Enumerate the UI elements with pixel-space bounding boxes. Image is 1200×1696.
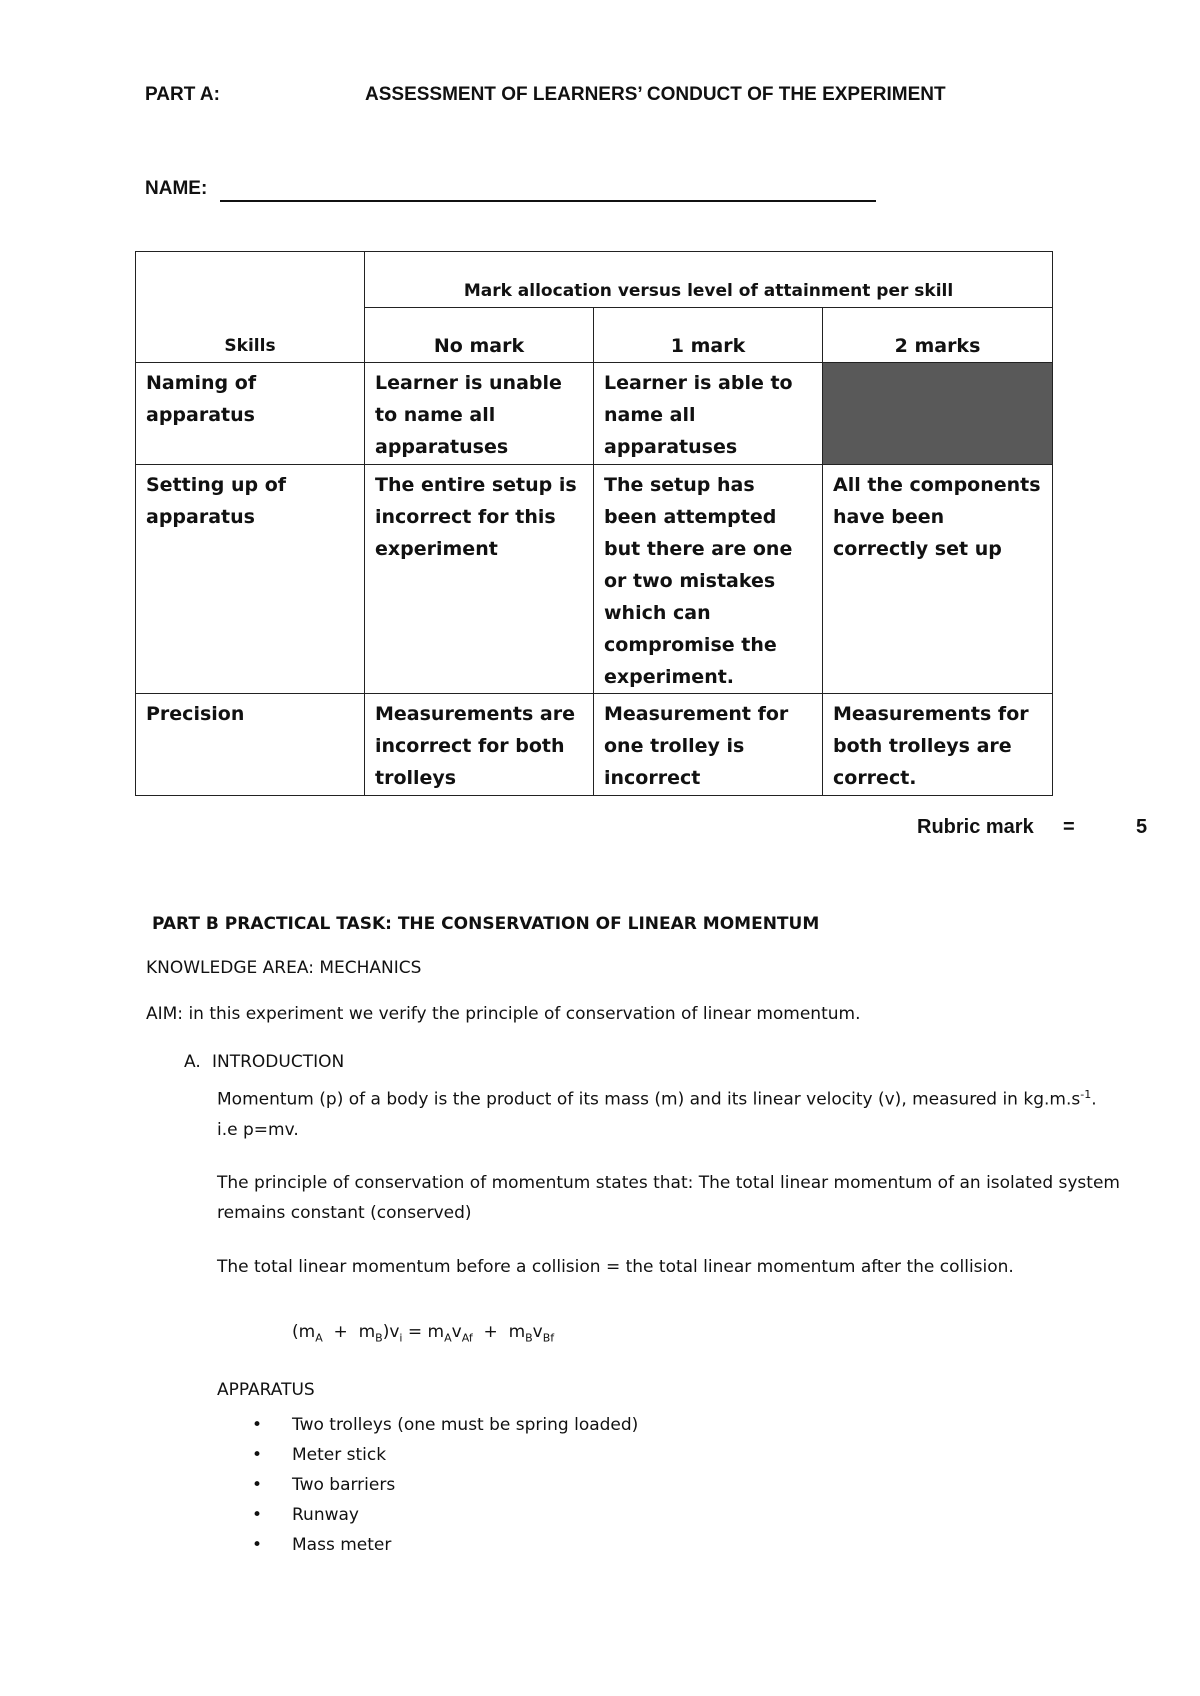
eq-sub: Bf [542,1331,555,1345]
name-field-line[interactable] [220,200,876,202]
bullet-icon: • [252,1415,263,1435]
one-mark-cell: Learner is able to name all apparatuses [594,363,823,465]
two-marks-cell: Measurements for both trolleys are correct. [823,694,1053,796]
list-item [252,1470,638,1500]
skill-cell: Setting up of apparatus [136,465,365,694]
eq-part: + m [472,1322,526,1342]
intro-paragraph-collision: The total linear momentum before a collision = the total linear momentum after the collision. [217,1257,1014,1277]
no-mark-cell: The entire setup is incorrect for this experiment [365,465,594,694]
skill-cell: Precision [136,694,365,796]
eq-sub: A [444,1331,452,1345]
rubric-mark-equals: = [1063,816,1075,838]
apparatus-heading: APPARATUS [217,1380,315,1400]
bullet-icon: • [252,1475,263,1495]
table-row [136,694,1053,796]
eq-sub: B [375,1331,383,1345]
name-label: NAME: [145,178,208,199]
no-mark-cell: Measurements are incorrect for both trolleys [365,694,594,796]
eq-part: = m [402,1322,445,1342]
aim-text: AIM: in this experiment we verify the principle of conservation of linear momentum. [146,1004,861,1024]
list-item [252,1500,638,1530]
bullet-icon: • [252,1445,263,1465]
intro-p1-end: . [1091,1089,1097,1110]
eq-part: v [532,1322,543,1342]
column-header-skills: Skills [136,252,365,363]
list-item [252,1530,638,1560]
part-b-title: PART B PRACTICAL TASK: THE CONSERVATION OF LINEAR MOMENTUM [152,914,820,934]
rubric-mark-label: Rubric mark [917,816,1034,838]
bullet-icon: • [252,1535,263,1555]
part-a-label: PART A: [145,84,220,105]
intro-p1-superscript: -1 [1080,1088,1092,1101]
momentum-equation [292,1322,554,1344]
intro-letter: A. [184,1052,201,1072]
table-row [136,465,1053,694]
rubric-group-header: Mark allocation versus level of attainment per skill [365,252,1053,308]
one-mark-cell: Measurement for one trolley is incorrect [594,694,823,796]
rubric-mark-value: 5 [1136,816,1148,838]
eq-sub: B [525,1331,533,1345]
table-row [136,363,1053,465]
rubric-table [135,251,1053,796]
eq-sub: i [399,1331,403,1345]
apparatus-item-text: Mass meter [292,1535,392,1555]
knowledge-area: KNOWLEDGE AREA: MECHANICS [146,958,422,978]
apparatus-item-text: Runway [292,1505,359,1525]
eq-sub: Af [461,1331,473,1345]
intro-heading-text: INTRODUCTION [212,1052,345,1072]
intro-heading [184,1052,344,1072]
list-item [252,1410,638,1440]
two-marks-cell: All the components have been correctly set up [823,465,1053,694]
intro-p1-text: Momentum (p) of a body is the product of its mass (m) and its linear velocity (v), measured in kg.m.s [217,1089,1081,1110]
rubric-group-header-row [136,252,1053,308]
intro-p1-line2: i.e p=mv. [217,1119,299,1140]
intro-paragraph-principle: The principle of conservation of momentum states that: The total linear momentum of an isolated system remains constant (conserved) [217,1173,1120,1223]
eq-part: v [451,1322,462,1342]
column-header-1-mark: 1 mark [594,308,823,363]
eq-part: )v [382,1322,400,1342]
column-header-2-marks: 2 marks [823,308,1053,363]
apparatus-item-text: Meter stick [292,1445,387,1465]
one-mark-cell: The setup has been attempted but there are one or two mistakes which can compromise the experiment. [594,465,823,694]
eq-part: + m [322,1322,376,1342]
apparatus-list [252,1410,638,1560]
two-marks-cell-shaded [823,363,1053,465]
column-header-no-mark: No mark [365,308,594,363]
eq-part: (m [292,1322,316,1342]
bullet-icon: • [252,1505,263,1525]
apparatus-item-text: Two barriers [292,1475,396,1495]
no-mark-cell: Learner is unable to name all apparatuses [365,363,594,465]
skill-cell: Naming of apparatus [136,363,365,465]
part-a-title: ASSESSMENT OF LEARNERS’ CONDUCT OF THE EXPERIMENT [365,84,946,105]
list-item [252,1440,638,1470]
intro-paragraph-momentum [217,1080,1157,1145]
eq-sub: A [315,1331,323,1345]
apparatus-item-text: Two trolleys (one must be spring loaded) [292,1415,639,1435]
